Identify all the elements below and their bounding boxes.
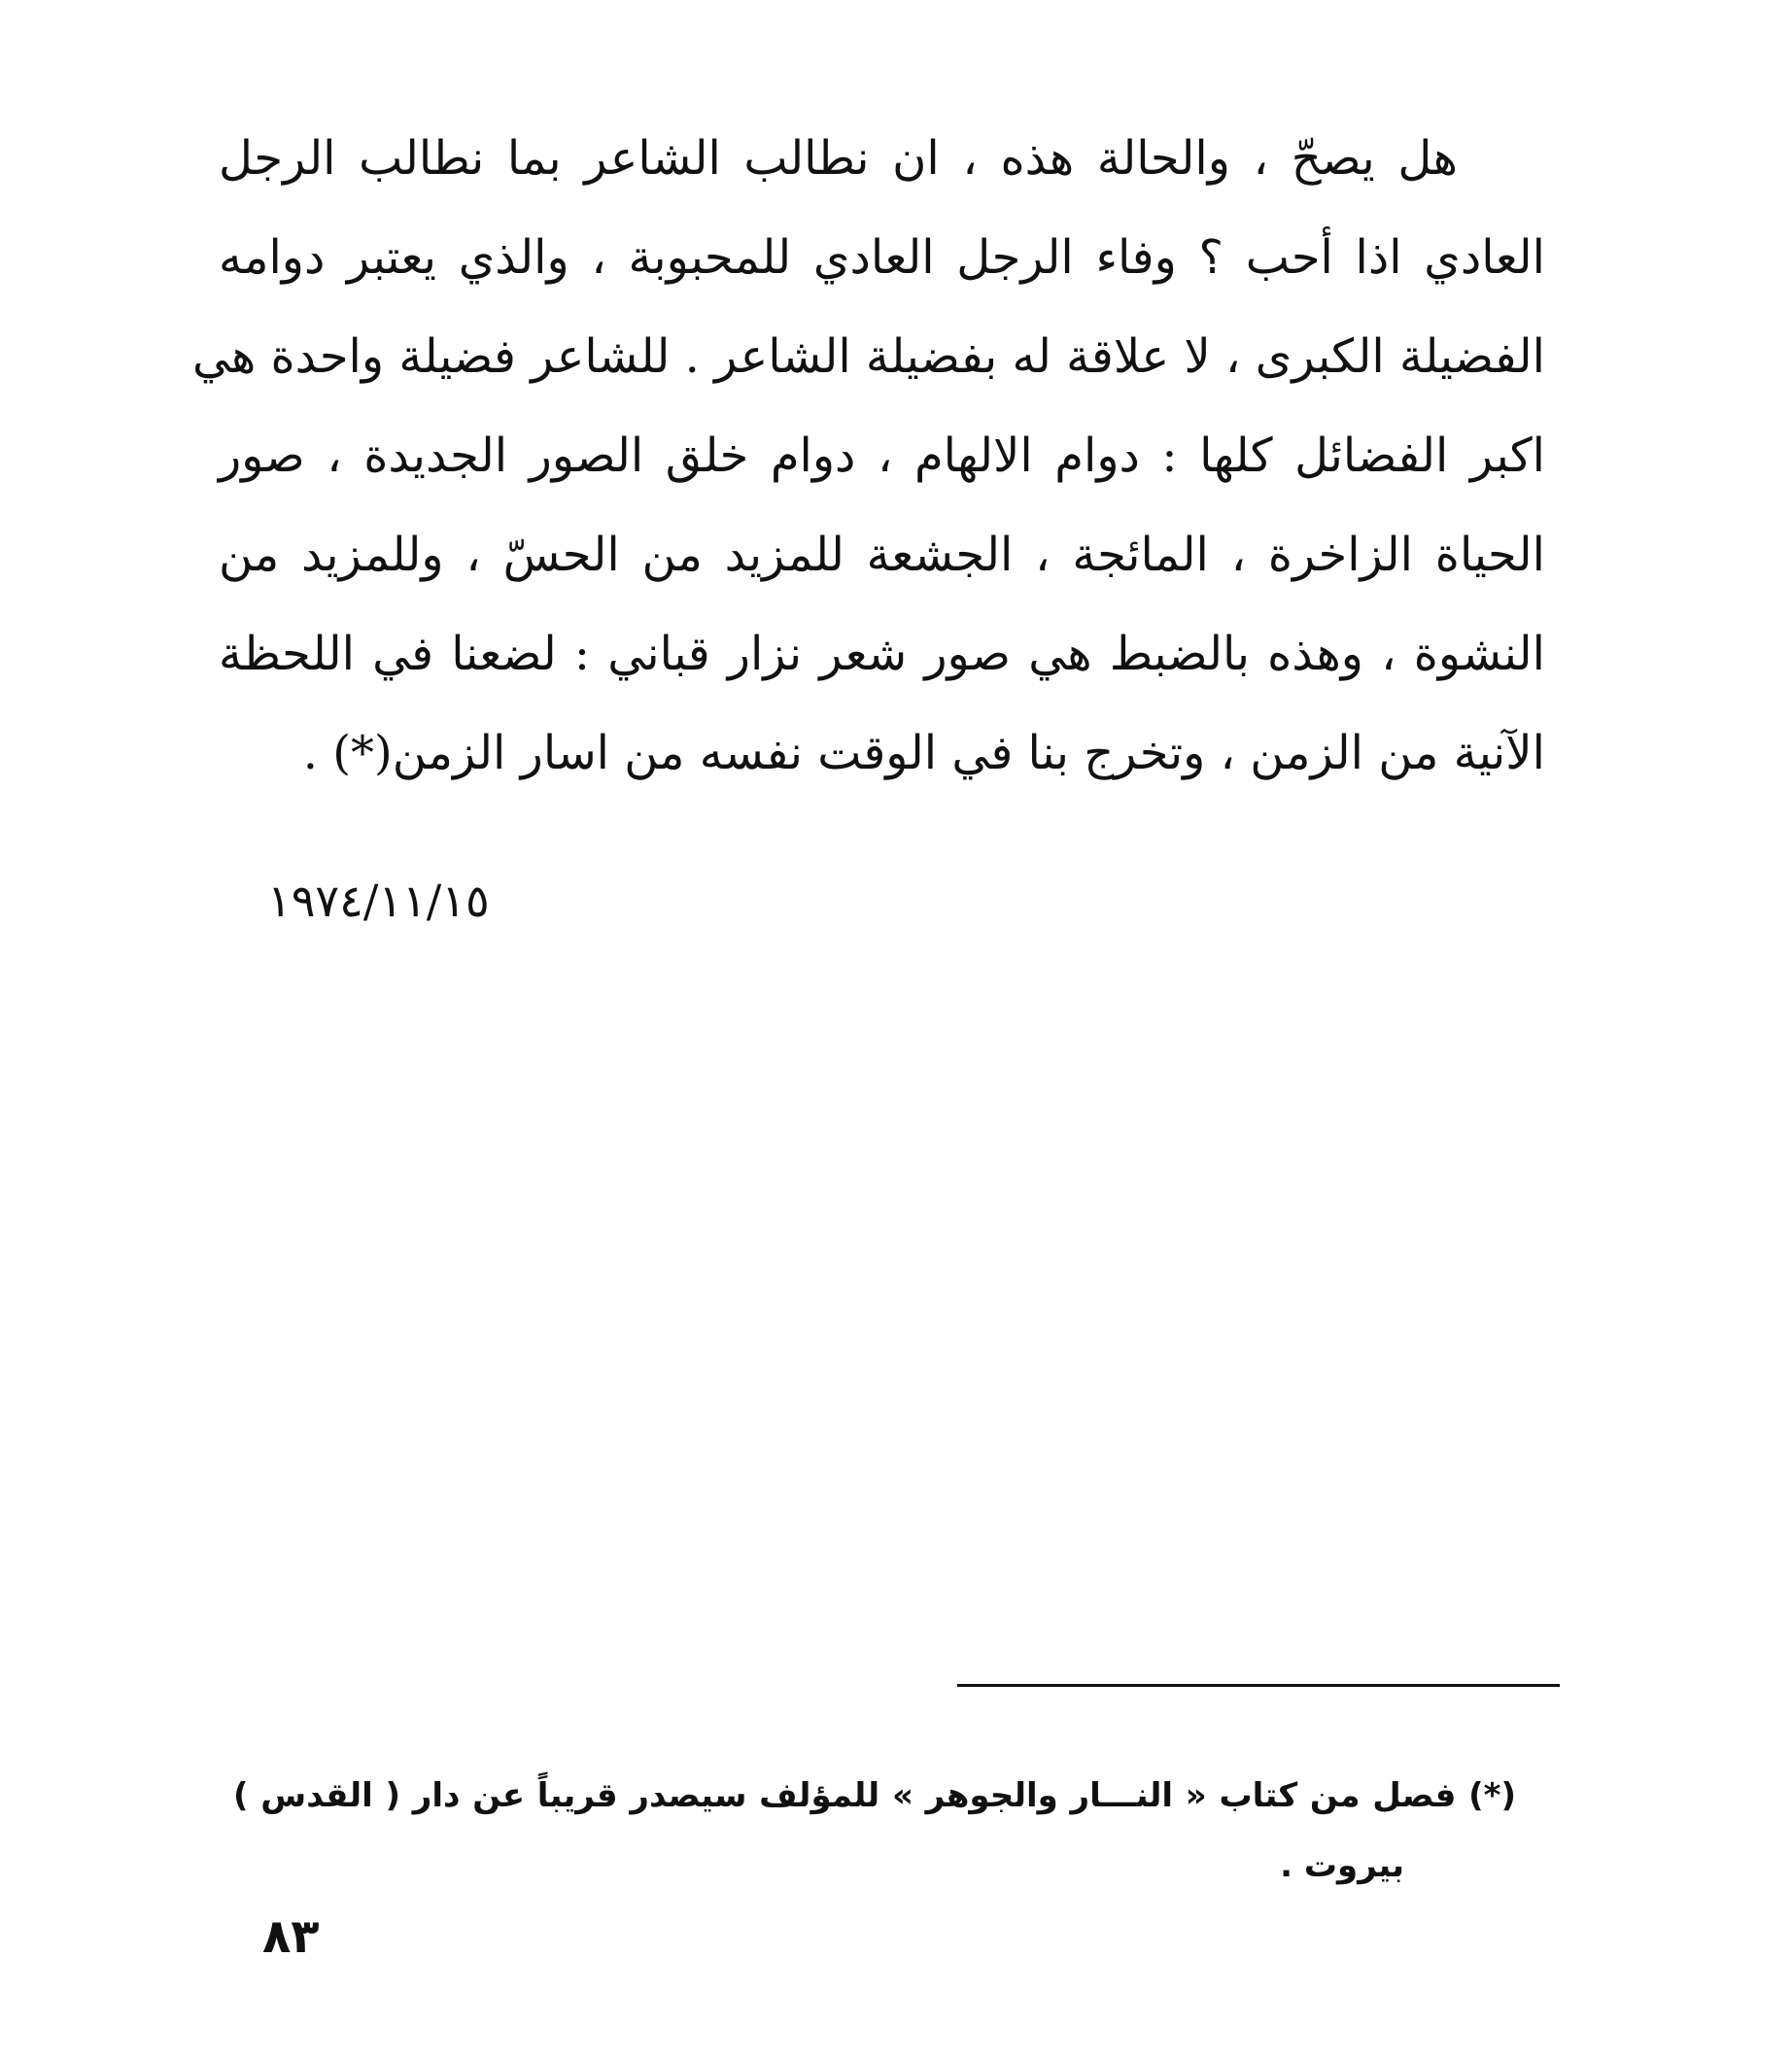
body-line-6: النشوة ، وهذه بالضبط هي صور شعر نزار قباني : لضعنا في اللحظة xyxy=(219,627,1545,681)
body-line-7: الآنية من الزمن ، وتخرج بنا في الوقت نفسه من اسار الزمن(*) . xyxy=(302,726,1545,780)
footnote-separator xyxy=(957,1684,1560,1687)
date: ١٩٧٤/١١/١٥ xyxy=(267,875,490,927)
body-line-1: هل يصحّ ، والحالة هذه ، ان نطالب الشاعر بما نطالب الرجل xyxy=(219,131,1458,186)
body-paragraph xyxy=(191,109,1545,803)
footnote-line-2: بيروت . xyxy=(1280,1846,1404,1885)
body-line-5: الحياة الزاخرة ، المائجة ، الجشعة للمزيد من الحسّ ، وللمزيد من xyxy=(219,528,1545,582)
footnote xyxy=(233,1761,1516,1901)
body-line-3: الفضيلة الكبرى ، لا علاقة له بفضيلة الشاعر . للشاعر فضيلة واحدة هي xyxy=(191,329,1545,384)
body-line-2: العادي اذا أحب ؟ وفاء الرجل العادي للمحبوبة ، والذي يعتبر دوامه xyxy=(219,230,1545,285)
body-line-4: اكبر الفضائل كلها : دوام الالهام ، دوام خلق الصور الجديدة ، صور xyxy=(219,429,1545,483)
footnote-line-1: (*) فصل من كتاب « النـــار والجوهر » للمؤلف سيصدر قريباً عن دار ( القدس ) xyxy=(233,1776,1516,1815)
page-number: ٨٣ xyxy=(262,1909,320,1964)
